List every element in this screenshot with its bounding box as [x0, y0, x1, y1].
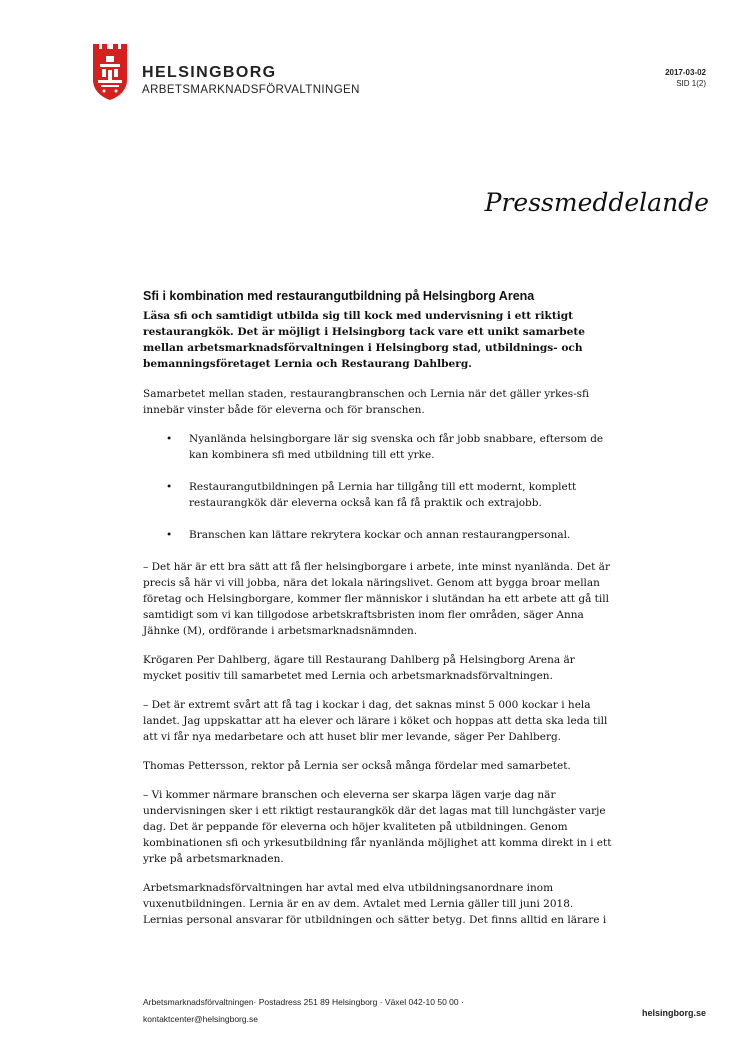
- bullet-icon: •: [166, 481, 173, 493]
- page-number: SID 1(2): [676, 79, 706, 88]
- list-item: [143, 527, 613, 543]
- list-item: [143, 431, 613, 463]
- paragraph-quote-pettersson: – Vi kommer närmare branschen och eleverna ser skarpa lägen varje dag när undervisningen sker i ett riktigt restaurangkök där det lagas mat till lunchgäster varje dag. Det är peppande för eleverna och höjer kvaliteten på utbildningen. Genom kombinationen sfi och yrkesutbildning får nyanlända möjlighet att komma direkt in i ett yrke på arbetsmarknaden.: [143, 789, 612, 865]
- footer-contact: [143, 994, 464, 1028]
- list-item: [143, 479, 613, 511]
- brand-name: HELSINGBORG: [142, 64, 277, 81]
- article-lead: Läsa sfi och samtidigt utbilda sig till kock med undervisning i ett riktigt restaurangkök. Det är möjligt i Helsingborg tack vare ett unikt samarbete mellan arbetsmarknadsförvaltningen i Helsingborg stad, utbildnings- och bemanningsföretaget Lernia och Restaurang Dahlberg.: [143, 310, 586, 370]
- bullet-icon: •: [166, 433, 173, 445]
- castle-crest-icon: [92, 44, 128, 100]
- article-intro: Samarbetet mellan staden, restaurangbranschen och Lernia när det gäller yrkes-sfi innebär vinster både för eleverna och för branschen.: [143, 388, 590, 416]
- paragraph-pettersson-intro: Thomas Pettersson, rektor på Lernia ser också många fördelar med samarbetet.: [143, 760, 571, 772]
- brand-department: ARBETSMARKNADSFÖRVALTNINGEN: [142, 84, 360, 96]
- paragraph-agreement: Arbetsmarknadsförvaltningen har avtal med elva utbildningsanordnare inom vuxenutbildningen. Lernia är en av dem. Avtalet med Lernia gäller till juni 2018. Lernias personal ansvarar för utbildningen och sätter betyg. Det finns alltid en lärare i: [143, 882, 607, 926]
- list-item-text: Nyanlända helsingborgare lär sig svenska och får jobb snabbare, eftersom de kan kombinera sfi med utbildning till ett yrke.: [189, 433, 604, 461]
- brand-block: [142, 64, 360, 97]
- paragraph-quote-jahnke: – Det här är ett bra sätt att få fler helsingborgare i arbete, inte minst nyanlända. Det är precis så här vi vill jobba, nära det lokala näringslivet. Genom att bygga broar mellan företag och Helsingborgare, kommer fler människor i slutändan ha ett arbete att gå till samtidigt som vi kan tillgodose arbetskraftsbristen inom fler områden, säger Anna Jähnke (M), ordförande i arbetsmarknadsnämnden.: [143, 561, 610, 637]
- list-item-text: Branschen kan lättare rekrytera kockar och annan restaurangpersonal.: [189, 529, 571, 541]
- benefit-list: [143, 431, 613, 543]
- paragraph-quote-dahlberg: – Det är extremt svårt att få tag i kockar i dag, det saknas minst 5 000 kockar i hela landet. Jag uppskattar att ha elever och lärare i köket och hoppas att detta ska leda till att vi får nya medarbetare och att huset blir mer levande, säger Per Dahlberg.: [143, 699, 608, 743]
- helsingborg-logo: [92, 44, 128, 100]
- bullet-icon: •: [166, 529, 173, 541]
- article-title: Sfi i kombination med restaurangutbildning på Helsingborg Arena: [143, 289, 535, 303]
- list-item-text: Restaurangutbildningen på Lernia har tillgång till ett modernt, komplett restaurangkök där eleverna också kan få få praktik och extrajobb.: [189, 481, 577, 509]
- paragraph-dahlberg-intro: Krögaren Per Dahlberg, ägare till Restaurang Dahlberg på Helsingborg Arena är mycket positiv till samarbetet med Lernia och arbetsmarknadsförvaltningen.: [143, 654, 575, 682]
- footer-email: kontaktcenter@helsingborg.se: [143, 1014, 258, 1024]
- article-body: [143, 289, 613, 941]
- document-type-heading: Pressmeddelande: [484, 188, 709, 217]
- document-date: 2017-03-02: [665, 68, 706, 77]
- footer-website: helsingborg.se: [641, 1008, 706, 1018]
- footer-address: Arbetsmarknadsförvaltningen· Postadress 251 89 Helsingborg · Växel 042-10 50 00 ·: [143, 997, 464, 1007]
- document-meta: [665, 67, 706, 89]
